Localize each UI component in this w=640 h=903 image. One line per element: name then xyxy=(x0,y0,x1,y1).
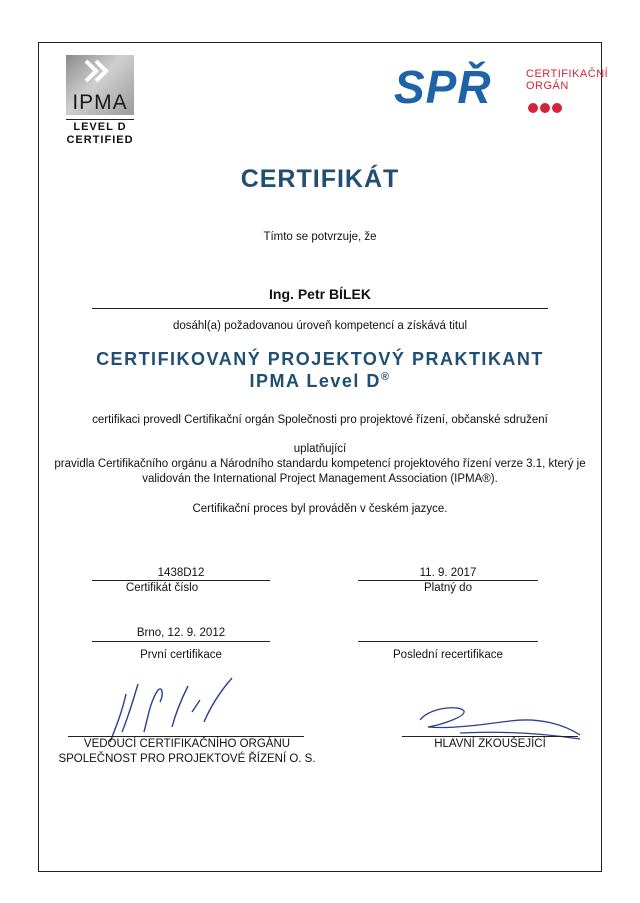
recipient-name: Ing. Petr BÍLEK xyxy=(269,286,371,302)
signature-left-title-line2: SPOLEČNOST PRO PROJEKTOVÉ ŘÍZENÍ O. S. xyxy=(58,753,316,765)
spr-dot xyxy=(540,103,550,113)
recipient-underline xyxy=(92,308,548,309)
first-certification-label: První certifikace xyxy=(140,649,222,661)
rules-line1: pravidla Certifikačního orgánu a Národního standardu kompetencí projektového řízení verze 3.1, který je xyxy=(54,458,586,470)
first-certification-value: Brno, 12. 9. 2012 xyxy=(136,627,226,639)
level-name: IPMA Level D xyxy=(249,371,381,391)
registered-mark: ® xyxy=(380,371,391,383)
ipma-name: IPMA xyxy=(72,91,128,114)
signature-right-line xyxy=(402,736,578,737)
spr-wordmark: SPŘ xyxy=(394,61,492,113)
certificate-heading-line2 xyxy=(38,371,602,392)
issuer-text: certifikaci provedl Certifikační orgán Společnosti pro projektové řízení, občanské sdružení xyxy=(92,414,548,426)
spr-dots xyxy=(528,100,564,118)
spr-org-line2: ORGÁN xyxy=(526,80,569,92)
signature-right-title: HLAVNÍ ZKOUŠEJÍCÍ xyxy=(434,738,546,750)
applying-text: uplatňující xyxy=(293,443,347,455)
certificate-number-line xyxy=(92,580,270,581)
ipma-level-line2: CERTIFIED xyxy=(66,134,134,146)
spr-logo xyxy=(394,60,609,130)
certificate-title: CERTIFIKÁT xyxy=(240,165,400,193)
rules-line2: validován the International Project Management Association (IPMA®). xyxy=(142,473,498,485)
ipma-level xyxy=(66,119,134,147)
achievement-text: dosáhl(a) požadovanou úroveň kompetencí a získává titul xyxy=(172,320,468,332)
first-certification-line xyxy=(92,641,270,642)
spr-dot xyxy=(552,103,562,113)
valid-until-label: Platný do xyxy=(424,582,472,594)
spr-org-line1: CERTIFIKAČNÍ xyxy=(526,68,609,80)
double-chevron-icon xyxy=(66,55,134,95)
signature-left-line xyxy=(68,736,304,737)
intro-text: Tímto se potvrzuje, že xyxy=(263,231,377,243)
language-note: Certifikační proces byl prováděn v českém jazyce. xyxy=(192,503,448,515)
spr-org-label xyxy=(526,68,608,92)
certificate-heading-line1: CERTIFIKOVANÝ PROJEKTOVÝ PRAKTIKANT xyxy=(96,349,544,369)
ipma-logo xyxy=(66,55,134,151)
last-recertification-label: Poslední recertifikace xyxy=(393,649,503,661)
certificate-number-label: Certifikát číslo xyxy=(125,582,199,594)
valid-until-line xyxy=(358,580,538,581)
certificate-number-value: 1438D12 xyxy=(157,567,205,579)
spr-dot xyxy=(528,103,538,113)
valid-until-value: 11. 9. 2017 xyxy=(419,567,477,579)
ipma-level-line1: LEVEL D xyxy=(73,121,127,133)
last-recertification-line xyxy=(358,641,538,642)
signature-left-title-line1: VEDOUCÍ CERTIFIKAČNÍHO ORGÁNU xyxy=(83,738,291,750)
